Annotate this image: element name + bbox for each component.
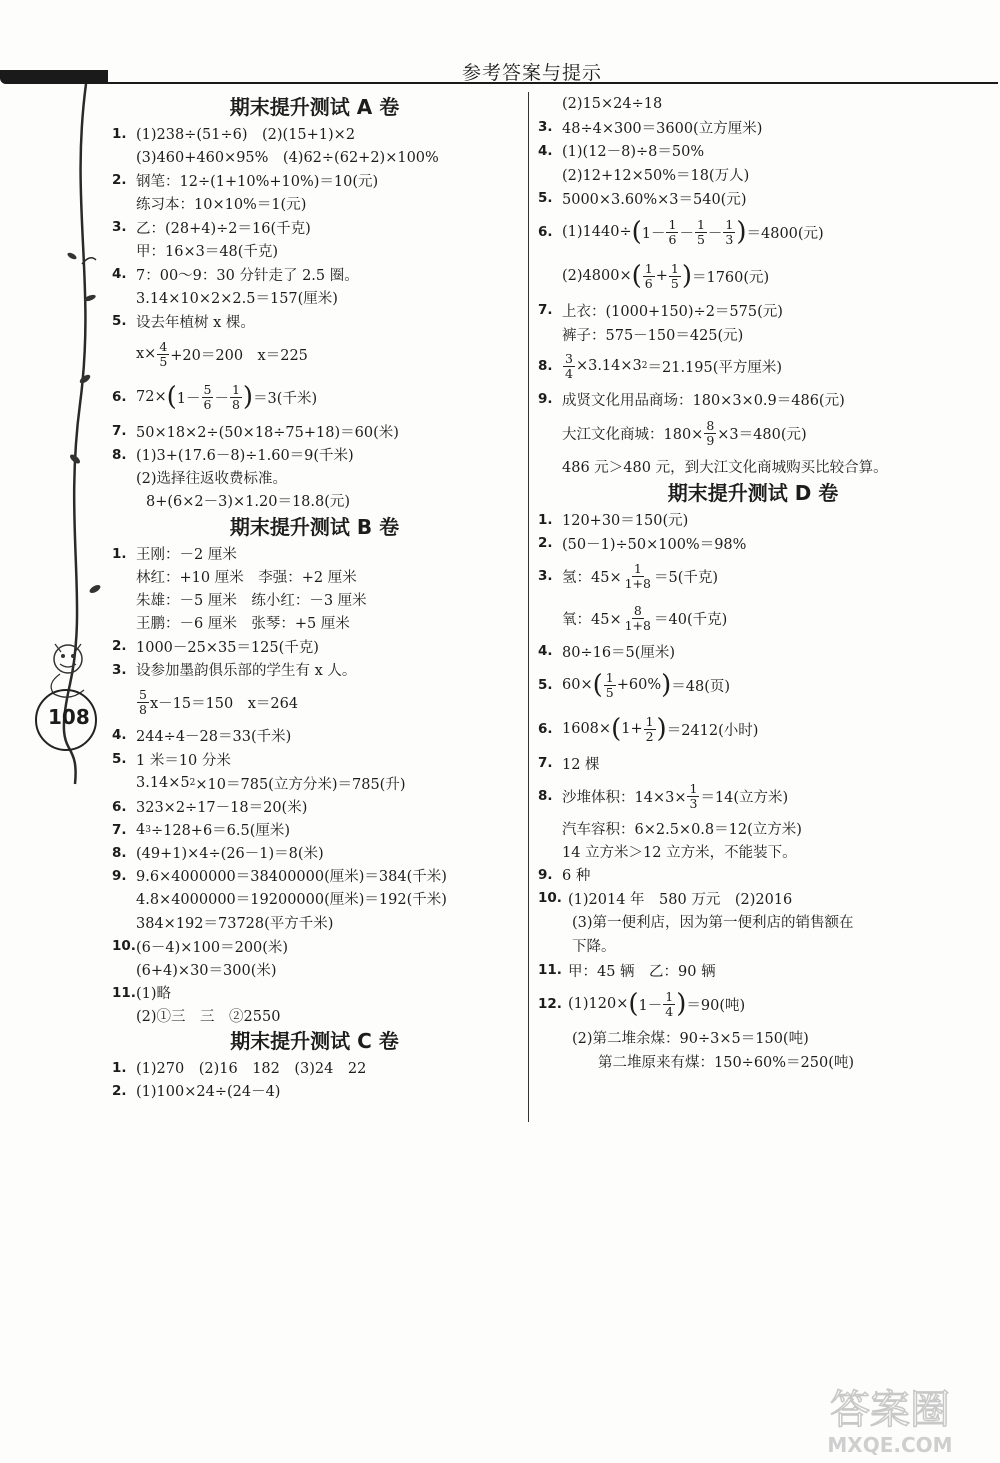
numerator: 1 [725,217,734,233]
answer-line [538,597,968,639]
right-column [538,92,968,1073]
answer-text: 王鹏：－6 厘米 张琴：+5 厘米 [136,616,350,632]
answer-line: (1)(12－8)÷8＝50% [562,144,705,160]
denominator: 6 [203,396,212,412]
item-number: 8. [538,358,553,374]
left-paren-icon: ( [611,714,622,744]
denominator: 5 [696,231,705,247]
right-paren-icon: ) [736,217,747,247]
answer-d-9 [538,863,968,886]
numerator: 1 [696,217,705,233]
answer-c-4 [538,139,968,162]
fraction [202,383,214,410]
right-paren-icon: ) [676,989,687,1019]
answer-b-4 [112,723,517,747]
fraction [563,352,575,379]
denominator: 3 [725,231,734,247]
answer-line: (6－4)×100＝200(米) [136,939,289,956]
item-number: 5. [112,313,127,329]
answer-text: (2)①三 三 ②2550 [136,1008,281,1025]
item-number: 5. [112,751,127,767]
denominator: 1+8 [624,617,651,633]
answer-b-7 [112,818,517,841]
answer-line [112,466,517,489]
answer-text: 氢：45× [562,569,622,586]
item-number: 8. [538,788,553,804]
answer-line: 王刚：－2 厘米 [136,547,237,563]
answer-a-2 [112,168,517,192]
answer-line: 48÷4×300＝3600(立方厘米) [562,120,763,137]
answer-text: 384×192＝73728(平方千米) [136,915,334,932]
answer-line: 1 米＝10 分米 [136,752,231,769]
answer-line: 12 棵 [562,756,600,773]
denominator: 4 [565,365,573,381]
denominator: 4 [665,1003,674,1019]
answer-b-8 [112,841,517,864]
answer-line: (1)略 [136,986,172,1002]
answer-a-4 [112,262,517,286]
answer-text: 4.8×4000000＝19200000(厘米)＝192(千米) [136,892,447,908]
answer-d-12: 12. (1)120× ( 1－ $\frac{1}{4}$ ) ＝90(吨) [538,989,746,1019]
left-paren-icon: ( [628,989,639,1019]
answer-line: 244÷4－28＝33(千米) [136,728,292,745]
answer-line [112,910,517,934]
answer-line [112,286,517,309]
answer-text: (1)1440÷ [562,224,632,240]
answer-b-1 [112,542,517,565]
item-number: 1. [112,1059,127,1076]
answer-text: ×10＝785(立方分米)＝785(升) [195,776,406,793]
answer-line [112,1004,517,1026]
answer-c-8 [538,346,968,386]
answer-line [538,817,968,840]
item-number: 4. [112,266,127,282]
answer-line: (1)238÷(51÷6) (2)(15+1)×2 [136,127,356,143]
answer-text: (2)第二堆余煤：90÷3×5＝150(吨) [572,1030,809,1047]
answer-line [112,565,517,588]
denominator: 3 [689,795,698,811]
answer-line [538,1025,968,1049]
answer-text: 练习本：10×10%＝1(元) [136,197,307,213]
answer-d-7 [538,751,968,775]
item-number: 7. [538,755,553,771]
answer-text: 4 [136,821,146,838]
page-number: 108 [48,705,90,729]
item-number: 4. [538,643,553,659]
item-number: 4. [538,142,553,159]
answer-text: (2)15×24÷18 [562,95,663,112]
numerator: 4 [159,339,168,355]
answer-a-3 [112,215,517,239]
answer-line: (50－1)÷50×100%＝98% [562,536,747,553]
item-number: 8. [112,446,127,463]
fraction [723,218,735,245]
answer-line: 9.6×4000000＝38400000(厘米)＝384(千米) [136,869,447,885]
answer-line [112,681,517,723]
answer-line [112,239,517,262]
answer-a-1 [112,122,517,145]
answer-line: 120+30＝150(元) [562,513,689,529]
item-number: 9. [538,866,553,883]
answer-text: ＝5(千克) [654,569,719,586]
answer-b-9 [112,864,517,887]
answer-line [112,771,517,795]
answer-d-1 [538,508,968,531]
answer-text: 裤子：575－150＝425(元) [562,327,744,344]
answer-a-7 [112,419,517,443]
answer-text: 8+(6×2－3)×1.20＝18.8(元) [146,494,351,510]
denominator: 5 [159,353,168,369]
item-number: 1. [538,511,553,528]
answer-line: 50×18×2÷(50×18÷75+18)＝60(米) [136,424,399,441]
answer-text: ÷128+6＝6.5(厘米) [150,823,291,839]
answer-text: +20＝200 x＝225 [170,347,308,364]
item-number: 1. [112,125,127,142]
denominator: 8 [231,396,240,412]
answer-line [112,611,517,634]
item-number: 7. [538,302,553,318]
answer-c-3 [538,115,968,139]
fraction [669,262,681,289]
answer-text: 甲：16×3＝48(千克) [136,244,279,260]
answer-text: ×3.14×3 [575,358,642,374]
answer-text: ＝90(吨) [686,997,746,1014]
answer-text: ＝21.195(平方厘米) [647,359,783,376]
answer-text: (3)第一便利店，因为第一便利店的销售额在 [572,915,854,931]
answer-line: (1)3+(17.6－8)÷1.60＝9(千米) [136,448,354,464]
right-paren-icon: ) [661,670,672,700]
answer-text: (1)120× [568,996,629,1012]
answer-line: 设去年植树 x 棵。 [136,314,255,331]
column-divider [528,92,529,1122]
answer-b-6 [112,795,517,818]
answer-line [538,92,968,115]
item-number: 6. [538,224,553,240]
answer-d-4 [538,639,968,663]
answer-line: 成贤文化用品商场：180×3×0.9＝486(元) [562,392,845,409]
answer-line [112,192,517,215]
answer-d-11 [538,957,968,983]
answer-d-5 [538,663,968,707]
section-title-a: 期末提升测试 A 卷 [229,95,400,119]
answer-text: x－15＝150 x＝264 [149,695,299,712]
denominator: 1+8 [624,575,651,591]
numerator: 8 [706,418,715,434]
answer-text: 14 立方米＞12 立方米，不能装下。 [562,845,797,861]
answer-text: 72× [136,389,167,405]
answer-text: (6+4)×30＝300(米) [136,963,277,979]
item-number: 3. [112,661,127,678]
page-header-title: 参考答案与提示 [462,62,603,84]
item-number: 3. [538,119,553,135]
fraction [687,782,699,809]
left-paren-icon: ( [631,261,642,291]
answer-line [538,162,968,186]
numerator: 1 [645,714,654,730]
answer-c-6: 6. (1)1440÷ ( 1－ $\frac{1}{6}$ － $\frac{1}{5}$ － $\frac{1}{3}$ ) ＝4800(元) [538,217,824,247]
answer-line [112,489,517,512]
fraction [230,383,242,410]
item-number: 5. [538,190,553,206]
answer-line: (49+1)×4÷(26－1)＝8(米) [136,846,324,862]
answer-text: 下降。 [572,938,616,955]
answer-text: ＝3(千米) [253,390,318,407]
item-number: 8. [112,844,127,861]
answer-line [112,145,517,168]
answer-line [538,1049,968,1073]
answer-c-1 [112,1056,517,1079]
item-number: 9. [538,391,553,407]
answer-text: 沙堆体积：14×3× [562,789,687,806]
left-paren-icon: ( [631,217,642,247]
item-number: 7. [112,423,127,439]
fraction [643,262,655,289]
answer-line: 323×2÷17－18＝20(米) [136,800,308,816]
answer-text: (3)460+460×95% (4)62÷(62+2)×100% [136,150,439,166]
watermark-subtext: MXQE.COM [827,1433,953,1457]
item-number: 9. [112,867,127,884]
denominator: 5 [605,684,614,700]
right-paren-icon: ) [242,382,254,412]
vine-decoration-icon [0,84,110,804]
left-paren-icon: ( [166,382,177,412]
answer-line: (2)4800× ( $\frac{1}{6}$ + $\frac{1}{5}$ ) ＝1760(元) [562,261,770,291]
answer-line: 钢笔：12÷(1+10%+10%)＝10(元) [136,173,379,190]
answer-a-8 [112,443,517,466]
answer-text: ＝40(千克) [654,611,728,628]
exponent: 3 [145,824,151,835]
answer-text: (2)选择往返收费标准。 [136,471,288,487]
answer-d-8 [538,775,968,817]
answer-line: 5000×3.60%×3＝540(元) [562,191,747,208]
denominator: 9 [706,432,715,448]
numerator: 8 [633,603,642,619]
answer-d-2 [538,531,968,555]
numerator: 1 [633,561,642,577]
answer-line [112,887,517,910]
answer-text: ＝14(立方米) [700,789,789,806]
item-number: 12. [538,996,562,1012]
answer-line: (1)270 (2)16 182 (3)24 22 [136,1061,367,1077]
answer-line [538,910,968,933]
item-number: 2. [112,1082,127,1099]
answer-text: 486 元＞480 元，到大江文化商城购买比较合算。 [562,459,888,476]
fraction [157,340,169,367]
answer-line: 上衣：(1000+150)÷2＝575(元) [562,303,783,320]
answer-line [112,333,517,375]
answer-text: (2)12+12×50%＝18(万人) [562,167,750,184]
fraction [704,419,716,446]
numerator: 1 [644,261,653,277]
answer-text: － [214,390,229,407]
answer-text: ＝1760(元) [691,269,770,286]
answer-text: 大江文化商城：180× [562,426,704,443]
answer-c-9 [538,386,968,412]
answer-text: ＝48(页) [671,678,731,695]
item-number: 6. [112,798,127,815]
numerator: 1 [605,670,614,686]
answer-c-7 [538,298,968,322]
item-number: 10. [538,890,562,906]
denominator: 6 [644,275,653,291]
item-number: 6. [112,389,127,405]
item-number: 4. [112,727,127,743]
header-bar [0,70,108,84]
right-paren-icon: ) [681,261,692,291]
answer-d-10 [538,886,968,910]
numerator: 1 [231,382,240,398]
item-number: 2. [538,535,553,551]
fraction [695,218,707,245]
answer-text: 60× [562,677,593,693]
fraction [604,671,616,698]
numerator: 5 [203,382,212,398]
numerator: 3 [565,351,573,367]
answer-line: 6 种 [562,868,591,884]
fraction [666,218,678,245]
exponent: 2 [189,778,196,788]
watermark-logo [790,1378,990,1458]
answer-b-10 [112,934,517,958]
left-paren-icon: ( [592,670,603,700]
item-number: 7. [112,821,127,838]
answer-text: ＝4800(元) [746,225,824,242]
numerator: 1 [670,261,679,277]
item-number: 11. [112,984,136,1001]
denominator: 2 [645,728,654,744]
fraction [663,990,675,1017]
answer-d-3 [538,555,968,597]
answer-line: 80÷16＝5(厘米) [562,644,676,661]
answer-line [538,412,968,454]
answer-d-6: 6. 1608× ( 1+ $\frac{1}{2}$ ) ＝2412(小时) [538,714,759,744]
answer-line [538,454,968,478]
answer-line [112,588,517,611]
section-title-d: 期末提升测试 D 卷 [667,481,839,505]
fraction [623,604,653,631]
numerator: 5 [139,687,147,703]
left-column [112,92,517,1102]
answer-text: ＝2412(小时) [666,722,759,739]
item-number: 2. [112,172,127,188]
item-number: 2. [112,638,127,654]
answer-b-5 [112,747,517,771]
right-paren-icon: ) [656,714,667,744]
answer-c-2 [112,1079,517,1102]
numerator: 1 [689,781,698,797]
denominator: 8 [139,701,147,717]
item-number: 10. [112,938,136,954]
answer-text: ×3＝480(元) [717,426,807,443]
answer-text: +60% [616,677,662,693]
item-number: 11. [538,962,562,978]
exponent: 2 [641,361,648,371]
answer-text: 1608× [562,721,612,737]
answer-text: 1－ [176,390,201,407]
watermark-text: 答案圈 [830,1387,950,1433]
answer-line: 7：00～9：30 分针走了 2.5 圈。 [136,267,359,284]
answer-text: 朱雄：－5 厘米 练小红：－3 厘米 [136,593,367,609]
answer-c-5 [538,186,968,210]
denominator: 6 [668,231,677,247]
section-title-b: 期末提升测试 B 卷 [229,515,400,539]
answer-line: 乙：(28+4)÷2＝16(千克) [136,220,311,237]
answer-line: 设参加墨韵俱乐部的学生有 x 人。 [136,663,357,679]
numerator: 1 [665,989,674,1005]
answer-text: x× [136,346,157,362]
answer-text: 林红：+10 厘米 李强：+2 厘米 [136,570,357,586]
answer-text: 汽车容积：6×2.5×0.8＝12(立方米) [562,822,802,838]
item-number: 5. [538,677,553,693]
answer-text: (2)4800× [562,268,632,284]
answer-text: 3.14×10×2×2.5＝157(厘米) [136,291,338,307]
item-number: 3. [112,219,127,235]
item-number: 1. [112,545,127,562]
answer-line [112,958,517,981]
item-number: 6. [538,721,553,737]
fraction [137,688,149,715]
answer-line [538,840,968,863]
answer-line [538,322,968,346]
answer-text: 氧：45× [562,611,622,628]
answer-line [538,933,968,957]
answer-line: 甲：45 辆 乙：90 辆 [568,963,716,980]
denominator: 5 [670,275,679,291]
answer-line: (1)100×24÷(24－4) [136,1084,281,1100]
answer-text: 3.14×5 [136,775,190,791]
answer-line: 1000－25×35＝125(千克) [136,639,319,656]
fraction [623,562,653,589]
fraction [644,715,656,742]
answer-a-5 [112,309,517,333]
answer-b-11 [112,981,517,1004]
answer-b-3 [112,658,517,681]
item-number: 3. [538,568,553,584]
answer-text: 第二堆原来有煤：150÷60%＝250(吨) [598,1054,855,1071]
answer-a-6 [112,375,517,419]
numerator: 1 [668,217,677,233]
answer-b-2 [112,634,517,658]
section-title-c: 期末提升测试 C 卷 [230,1029,399,1053]
answer-line: (1)2014 年 580 万元 (2)2016 [568,891,793,908]
